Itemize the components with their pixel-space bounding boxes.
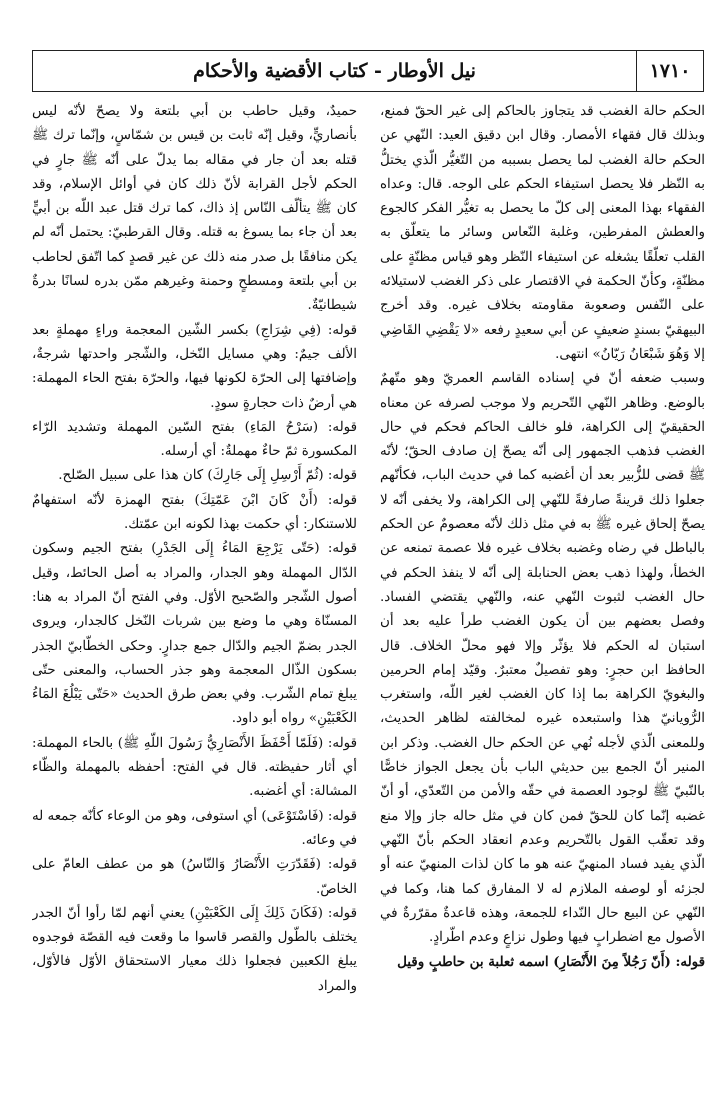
paragraph: قوله: (حَتّى يَرْجِعَ المَاءُ إِلَى الجَدْرِ) بفتح الجيم وسكون الدّال المهملة وهو الجدار، والمراد به أصل الحائط، وقيل أصول الشّجر والصّحيح الأوّل. وفي الفتح أنّ المراد به هنا: المسنّاة وهي ما وضع بين شربات النّخل كالجدار، ويروى الجدر بضمّ الجيم والدّال جمع جدارٍ. وحكى الخطّابيّ الجذر بسكون الذّال المعجمة وهو جذر الحساب، والمعنى حتّى يبلغ تمام الشّرب. وفي بعض طرق الحديث «حَتّى يَبْلُغَ المَاءُ الكَعْبَيْنِ» رواه أبو داود. [32,541,357,727]
paragraph: قوله: (سَرْحُ المَاءِ) بفتح السّين المهملة وتشديد الرّاء المكسورة ثمّ حاءٌ مهملةٌ: أي أرسله. [32,419,357,460]
running-title: نيل الأوطار - كتاب الأقضية والأحكام [193,60,476,82]
page-number: ١٧١٠ [636,51,703,91]
page-header [32,50,704,92]
left-column [32,100,357,1100]
paragraph: قوله: (أَنّ رَجُلاً مِنَ الأَنْصَارِ) اسمه ثعلبة بن حاطبٍ وقيل [397,954,705,971]
paragraph: قوله: (فَاسْتَوْعَى) أي استوفى، وهو من الوعاء كأنّه جمعه له في وعائه. [32,808,357,848]
paragraph: وسبب ضعفه أنّ في إسناده القاسم العمريّ وهو متّهمٌ بالوضع. وظاهر النّهي التّحريم ولا موجب لصرفه عن معناه الحقيقيّ إلى الكراهة، فلو خالف الحاكم فحكم في حال الغضب فذهب الجمهور إلى أنّه يصحّ إن صادف الحقّ؛ لأنّه ﷺ قضى للزُّبير بعد أن أغضبه كما في حديث الباب، فكأنّهم جعلوا ذلك قرينةً صارفةً للنّهي إلى الكراهة، ولا يخفى أنّه لا يصحّ إلحاق غيره ﷺ به في مثل ذلك لأنّه معصومٌ عن الحكم بالباطل في رضاه وغضبه بخلاف غيره فلا عصمة تمنعه عن الخطأ، ولهذا ذهب بعض الحنابلة إلى أنّه لا ينفذ الحكم في حال الغضب لثبوت النّهي عنه، والنّهي يقتضي الفساد. وفصل بعضهم بين أن يكون الغضب طرأ عليه بعد أن استبان له الحكم فلا يؤثّر وإلا فهو محلّ الخلاف. قال الحافظ ابن حجرٍ: وهو تفصيلٌ معتبرٌ. وقيّد إمام الحرمين والبغويّ الكراهة بما إذا كان الغضب لغير اللّه، واستغرب الرُّويانيّ هذا واستبعده غيره لمخالفته لظاهر الحديث، وللمعنى الّذي لأجله نُهي عن الحكم حال الغضب. وذكر ابن المنير أنّ الجمع بين حديثي الباب بأن يجعل الجواز خاصًّا بالنّبيّ ﷺ لوجود العصمة في حقّه والأمن من التّعدّي، أو أنّ غضبه إنّما كان للحقّ فمن كان في مثل حاله جاز وإلا منع وقد تعقّب القول بالتّحريم وعدم انعقاد الحكم بأنّ النّهي الّذي يفيد فساد المنهيّ عنه هو ما كان لذات المنهيّ عنه أو لجزئه أو لوصفه الملازم له لا المفارق كما هنا، وكما في النّهي عن البيع حال النّداء للجمعة، وهذه قاعدةٌ مقرّرةٌ في الأصول مع اضطرابٍ فيها وطول نزاعٍ وعدم اطّرادٍ. [380,371,705,946]
paragraph: قوله: (فَقَدّرَتِ الأَنْصَارُ وَالنّاسُ) هو من عطف العامّ على الخاصّ. [32,857,357,897]
paragraph: قوله: (فِي شِرَاجِ) بكسر الشّين المعجمة وراءٍ مهملةٍ بعد الألف جيمٌ: وهي مسايل النّخل، والشّجر واحدتها شرجةٌ، وإضافتها إلى الحرّة لكونها فيها، والحرّة بفتح الحاء المهملة: هي أرضٌ ذات حجارةٍ سودٍ. [32,322,357,411]
right-column [380,100,705,1100]
paragraph: الحكم حالة الغضب قد يتجاوز بالحاكم إلى غير الحقّ فمنع، وبذلك قال فقهاء الأمصار. وقال ابن دقيق العيد: النّهي عن الحكم حالة الغضب لما يحصل بسببه من التّغيُّر الّذي يختلُّ به النّظر فلا يحصل استيفاء الحكم على الوجه. قال: وعداه الفقهاء بهذا المعنى إلى كلّ ما يحصل به تغيُّر الفكر كالجوع والعطش المفرطين، وغلبة النّعاس وسائر ما يتعلّق به القلب تعلّقًا يشغله عن استيفاء النّظر وهو قياس مظنّةٍ على مظنّةٍ، وكأنّ الحكمة في الاقتصار على ذكر الغضب لاستيلائه على النّفس وصعوبة مقاومته بخلاف غيره. وقد أخرج البيهقيّ بسندٍ ضعيفٍ عن أبي سعيدٍ رفعه «لا يَقْضِي القَاضِي إلا وَهُوَ شَبْعَانُ رَيّانُ» انتهى. [380,104,705,362]
paragraph: قوله: (أَنْ كَانَ ابْنَ عَمّتِكَ) بفتح الهمزة لأنّه استفهامٌ للاستنكار: أي حكمت بهذا لكونه ابن عمّتك. [32,492,357,533]
paragraph: قوله: (فَلَمّا أَحْفَظَ الأَنْصَارِيُّ رَسُولَ اللّهِ ﷺ) بالحاء المهملة: أي أثار حفيظته. قال في الفتح: أحفظه بالمهملة والظّاء المشالة: أي أغضبه. [32,735,357,800]
paragraph: قوله: (ثُمّ أَرْسِلِ إِلَى جَارِكَ) كان هذا على سبيل الصّلح. [58,468,357,484]
paragraph: قوله: (فَكَانَ ذَلِكَ إِلَى الكَعْبَيْنِ) يعني أنهم لمّا رأوا أنّ الجدر يختلف بالطّول والقصر قاسوا ما وقعت فيه القصّة فوجدوه يبلغ الكعبين فجعلوا ذلك معيار الاستحقاق الأوّل فالأوّل، والمراد [32,905,357,994]
paragraph: حميدٌ، وقيل حاطب بن أبي بلتعة ولا يصحّ لأنّه ليس بأنصاريٍّ، وقيل إنّه ثابت بن قيس بن شمّاسٍ، وإنّما ترك ﷺ قتله بعد أن جار في مقاله بما يدلّ على أنّه ﷺ جارٍ في الحكم لأجل القرابة لأنّ ذلك كان في أوائل الإسلام، وقد كان ﷺ يتألّف النّاس إذ ذاك، كما ترك قتل عبد اللّه بن أبيٍّ بعد أن جاء بما يسوغ به قتله. وقال القرطبيّ: يحتمل أنّه لم يكن منافقًا بل صدر منه ذلك عن غير قصدٍ كما اتّفق لحاطب بن أبي بلتعة ومسطحٍ وحمنة وغيرهم ممّن بدره لسانًا بدرةٌ شيطانيّةٌ. [32,104,357,314]
